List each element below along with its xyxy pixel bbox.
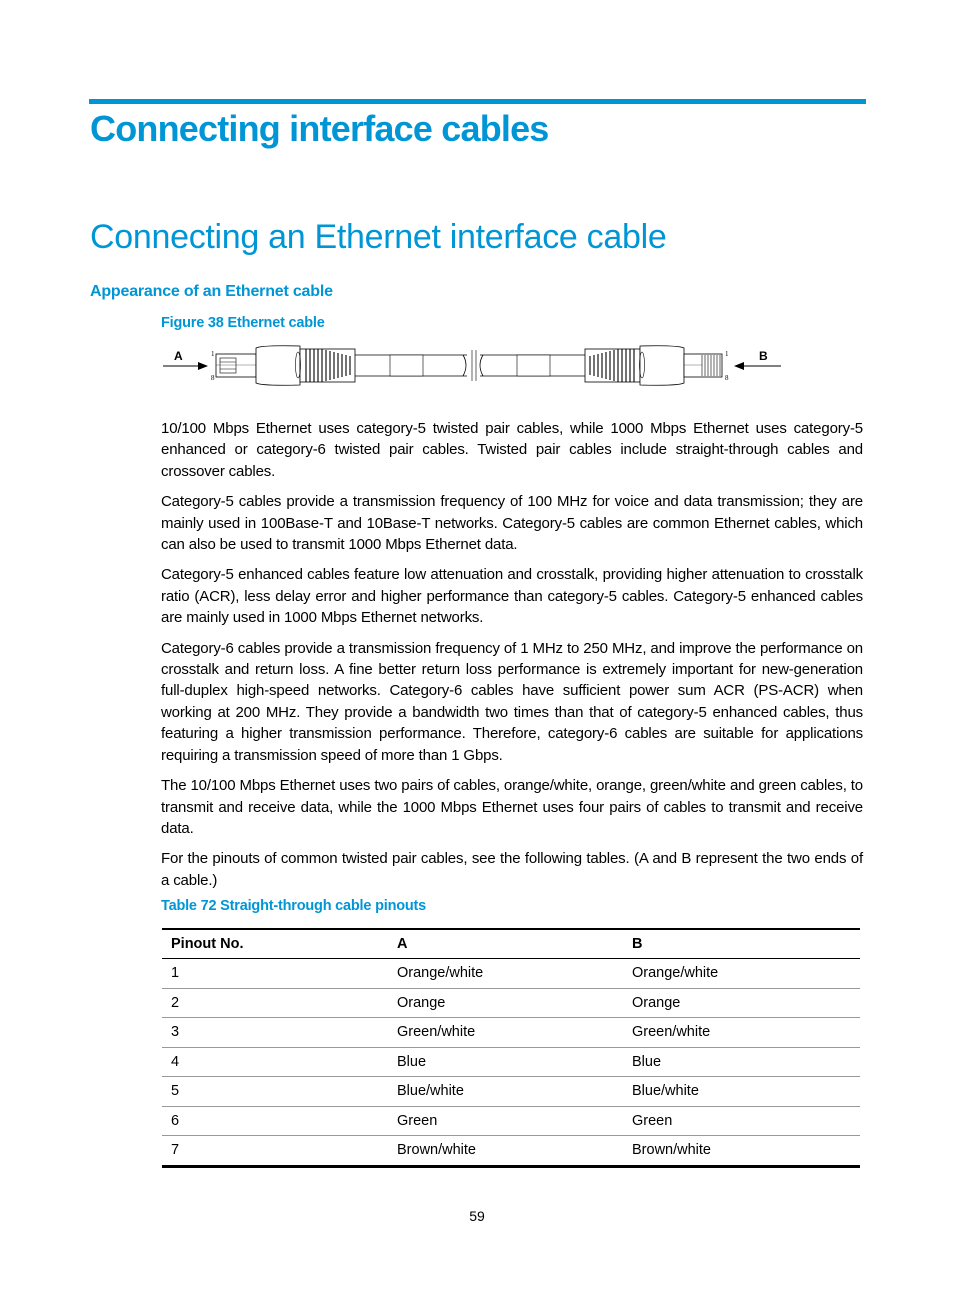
cable-right xyxy=(480,355,585,376)
table-row xyxy=(162,1077,860,1107)
end-b-label: B xyxy=(759,349,768,363)
ethernet-cable-figure xyxy=(160,340,785,390)
cell-a: Blue xyxy=(388,1047,623,1077)
cell-a: Green xyxy=(388,1106,623,1136)
boot-a xyxy=(256,346,355,386)
cell-a: Orange xyxy=(388,988,623,1018)
table-caption: Table 72 Straight-through cable pinouts xyxy=(161,898,427,914)
end-a-label: A xyxy=(174,349,183,363)
paragraph: Category-5 enhanced cables feature low attenuation and crosstalk, providing higher attenuation to crosstalk ratio (ACR), less delay error and higher performance than category-5 cables. Category-5 enhanced cables are mainly used in 1000 Mbps Ethernet networks. xyxy=(161,566,863,627)
subsection-title: Appearance of an Ethernet cable xyxy=(90,283,333,300)
header-b: B xyxy=(623,929,860,959)
header-pinout-no: Pinout No. xyxy=(162,929,388,959)
figure-caption: Figure 38 Ethernet cable xyxy=(161,315,325,331)
cell-pinout: 6 xyxy=(162,1106,388,1136)
header-a: A xyxy=(388,929,623,959)
rj45-plug-b xyxy=(684,354,722,377)
cell-pinout: 2 xyxy=(162,988,388,1018)
table-row xyxy=(162,1106,860,1136)
cell-a: Blue/white xyxy=(388,1077,623,1107)
pin-first-label-b: 1 xyxy=(725,350,729,358)
table-row xyxy=(162,988,860,1018)
table-row xyxy=(162,1047,860,1077)
cell-b: Orange xyxy=(623,988,860,1018)
page-number: 59 xyxy=(469,1208,485,1224)
pin-last-label-a: 8 xyxy=(211,374,215,382)
body-text xyxy=(161,418,863,900)
paragraph: For the pinouts of common twisted pair cables, see the following tables. (A and B represent the two ends of a cable.) xyxy=(161,850,863,889)
cell-b: Brown/white xyxy=(632,1142,711,1159)
table-header-row xyxy=(162,929,860,959)
cable-break xyxy=(472,350,476,381)
paragraph: Category-5 cables provide a transmission frequency of 100 MHz for voice and data transmission; they are mainly used in 100Base-T and 10Base-T networks. Category-5 cables are common Ethernet cables, which can also be used to transmit 1000 Mbps Ethernet data. xyxy=(161,493,863,554)
table-row xyxy=(162,1136,860,1167)
cell-b: Orange/white xyxy=(623,959,860,989)
cell-b: Blue/white xyxy=(623,1077,860,1107)
chapter-title: Connecting interface cables xyxy=(90,108,549,149)
cell-a: Orange/white xyxy=(388,959,623,989)
pin-first-label-a: 1 xyxy=(211,350,215,358)
section-title: Connecting an Ethernet interface cable xyxy=(90,218,667,256)
pin-last-label-b: 8 xyxy=(725,374,729,382)
table-row xyxy=(162,1018,860,1048)
cell-pinout: 3 xyxy=(162,1018,388,1048)
pinout-table xyxy=(162,928,860,1168)
cell-pinout: 7 xyxy=(171,1142,180,1159)
chapter-rule xyxy=(89,99,866,104)
end-a-arrowhead xyxy=(198,362,208,370)
table-row xyxy=(162,959,860,989)
paragraph: Category-6 cables provide a transmission frequency of 1 MHz to 250 MHz, and improve the performance on crosstalk and return loss. A fine better return loss performance is extremely important for new-generation full-duplex high-speed networks. Category-6 cables have sufficient power sum ACR (PS-ACR) when working at 200 MHz. They provide a bandwidth two times than that of category-5 enhanced cables, thus featuring a higher transmission performance. Therefore, category-6 cables are suitable for applications requiring a transmission speed of more than 1 Gbps. xyxy=(161,639,863,764)
cell-b: Green xyxy=(623,1106,860,1136)
rj45-plug-a xyxy=(216,354,256,377)
cell-a: Brown/white xyxy=(397,1142,476,1159)
cable-left xyxy=(355,355,467,376)
cell-pinout: 1 xyxy=(162,959,388,989)
paragraph: The 10/100 Mbps Ethernet uses two pairs of cables, orange/white, orange, green/white and green cables, to transmit and receive data, while the 1000 Mbps Ethernet uses four pairs of cables to transmit and receive data. xyxy=(161,777,863,837)
cell-pinout: 4 xyxy=(162,1047,388,1077)
cell-b: Green/white xyxy=(623,1018,860,1048)
boot-b xyxy=(585,346,684,386)
cell-b: Blue xyxy=(623,1047,860,1077)
cell-a: Green/white xyxy=(388,1018,623,1048)
cell-pinout: 5 xyxy=(162,1077,388,1107)
paragraph: 10/100 Mbps Ethernet uses category-5 twisted pair cables, while 1000 Mbps Ethernet uses category-5 enhanced or category-6 twisted pair cables. Twisted pair cables include straight-through cables and crossover cables. xyxy=(161,420,863,480)
